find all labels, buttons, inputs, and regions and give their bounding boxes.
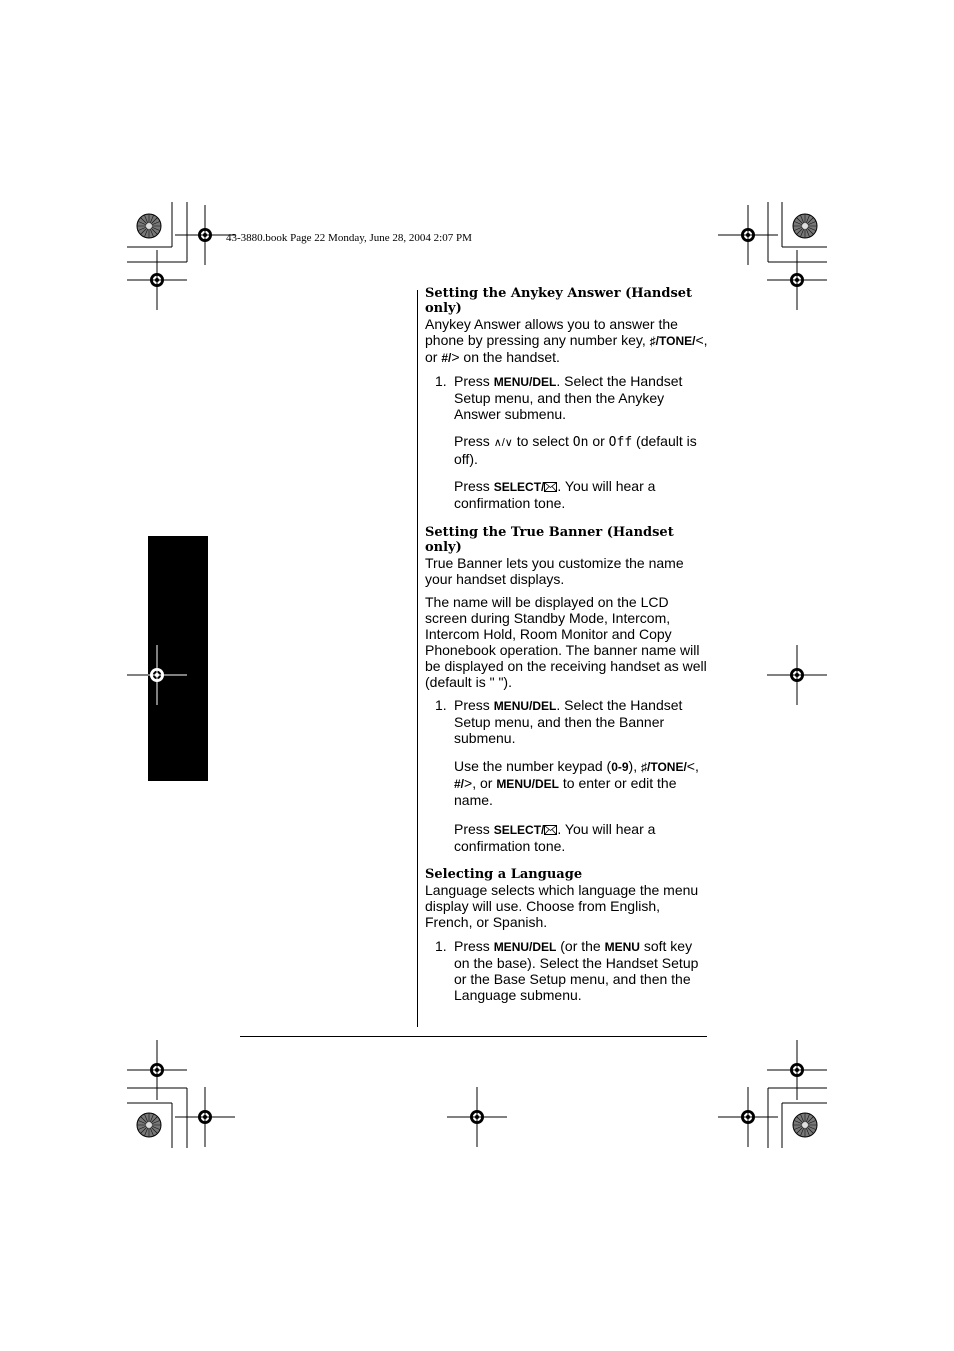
section-intro: Language selects which language the menu display will use. Choose from English, French, or Spanish. (425, 882, 699, 930)
text: Press (454, 373, 494, 389)
key-label: #/ (454, 777, 465, 791)
registration-mark-icon (447, 1087, 507, 1147)
text: Press (454, 697, 494, 713)
text: or (588, 433, 609, 449)
step-item (425, 373, 710, 422)
text: Press (454, 821, 494, 837)
key-label: ♯/TONE/ (649, 334, 696, 348)
key-label: MENU/DEL (493, 375, 557, 389)
text: >, or (464, 775, 497, 791)
section-paragraph: The name will be displayed on the LCD screen during Standby Mode, Intercom, Intercom Hold, Room Monitor and Copy Phonebook operation. The banner name will be displayed on the receiving handset as well (default is " "). (425, 594, 707, 690)
section-intro: True Banner lets you customize the name your handset displays. (425, 555, 684, 587)
step-number: 1. (435, 938, 447, 954)
key-label: SELECT/ (493, 823, 545, 837)
key-label: 0-9 (611, 760, 629, 774)
step-detail (425, 433, 710, 467)
footer-rule (240, 1036, 707, 1037)
section-title: Selecting a Language (425, 867, 583, 882)
text: (default is off). (454, 433, 697, 467)
text: (or the (556, 938, 605, 954)
up-down-arrows-icon: ∧/∨ (493, 437, 513, 449)
registration-mark-icon (718, 1087, 778, 1147)
main-column (425, 286, 710, 1003)
color-wheel-icon (793, 1113, 817, 1137)
color-wheel-icon (793, 214, 817, 238)
lcd-text: Off (608, 435, 633, 450)
section-true-banner (425, 525, 710, 854)
step-detail (425, 821, 710, 854)
section-intro (425, 316, 710, 366)
step-item (425, 697, 710, 746)
key-label: MENU (604, 940, 640, 954)
key-label: MENU/DEL (493, 940, 557, 954)
registration-mark-icon (127, 1040, 187, 1100)
section-title: Setting the True Banner (Handset only) (425, 525, 674, 555)
color-wheel-icon (137, 1113, 161, 1137)
registration-mark-icon (718, 205, 778, 265)
key-label: MENU/DEL (496, 777, 559, 791)
lcd-text: On (572, 435, 589, 450)
section-anykey-answer (425, 286, 710, 511)
text: . Select the Handset Setup menu, and then the Anykey Answer submenu. (454, 373, 683, 422)
step-item (425, 938, 710, 1003)
text: Use the number keypad ( (454, 758, 612, 774)
text: > on the handset. (451, 349, 560, 365)
text: to enter or edit the name. (454, 775, 677, 808)
registration-mark-icon (127, 250, 187, 310)
registration-mark-icon (767, 1040, 827, 1100)
key-label: MENU/DEL (493, 699, 557, 713)
step-detail (425, 758, 710, 808)
step-detail (425, 478, 710, 511)
key-label: #/ (441, 351, 452, 365)
text: Anykey Answer allows you to answer the phone by pressing any number key, (425, 316, 678, 348)
text: to select (512, 433, 573, 449)
text: Press (454, 938, 494, 954)
text: ), (628, 758, 641, 774)
key-label: SELECT/ (493, 480, 545, 494)
book-info-header: 43-3880.book Page 22 Monday, June 28, 2004 2:07 PM (226, 232, 472, 244)
step-number: 1. (435, 697, 447, 713)
registration-mark-icon (767, 250, 827, 310)
column-divider (417, 290, 418, 1027)
section-title: Setting the Anykey Answer (Handset only) (425, 286, 693, 316)
section-selecting-language (425, 867, 710, 1003)
text: Press (454, 478, 494, 494)
text: <, (686, 758, 699, 774)
envelope-icon (544, 825, 557, 835)
envelope-icon (544, 482, 557, 492)
text: Press (454, 433, 494, 449)
key-label: ♯/TONE/ (641, 760, 687, 774)
registration-mark-icon (767, 645, 827, 705)
step-number: 1. (435, 373, 447, 389)
color-wheel-icon (137, 214, 161, 238)
text: <, or (425, 332, 708, 365)
text: . You will hear a confirmation tone. (454, 821, 656, 854)
text: soft key on the base). Select the Handset Setup or the Base Setup menu, and then the Language submenu. (454, 938, 699, 1003)
registration-mark-icon (175, 1087, 235, 1147)
text: . You will hear a confirmation tone. (454, 478, 656, 511)
side-tab (148, 536, 208, 781)
text: . Select the Handset Setup menu, and then the Banner submenu. (454, 697, 683, 746)
